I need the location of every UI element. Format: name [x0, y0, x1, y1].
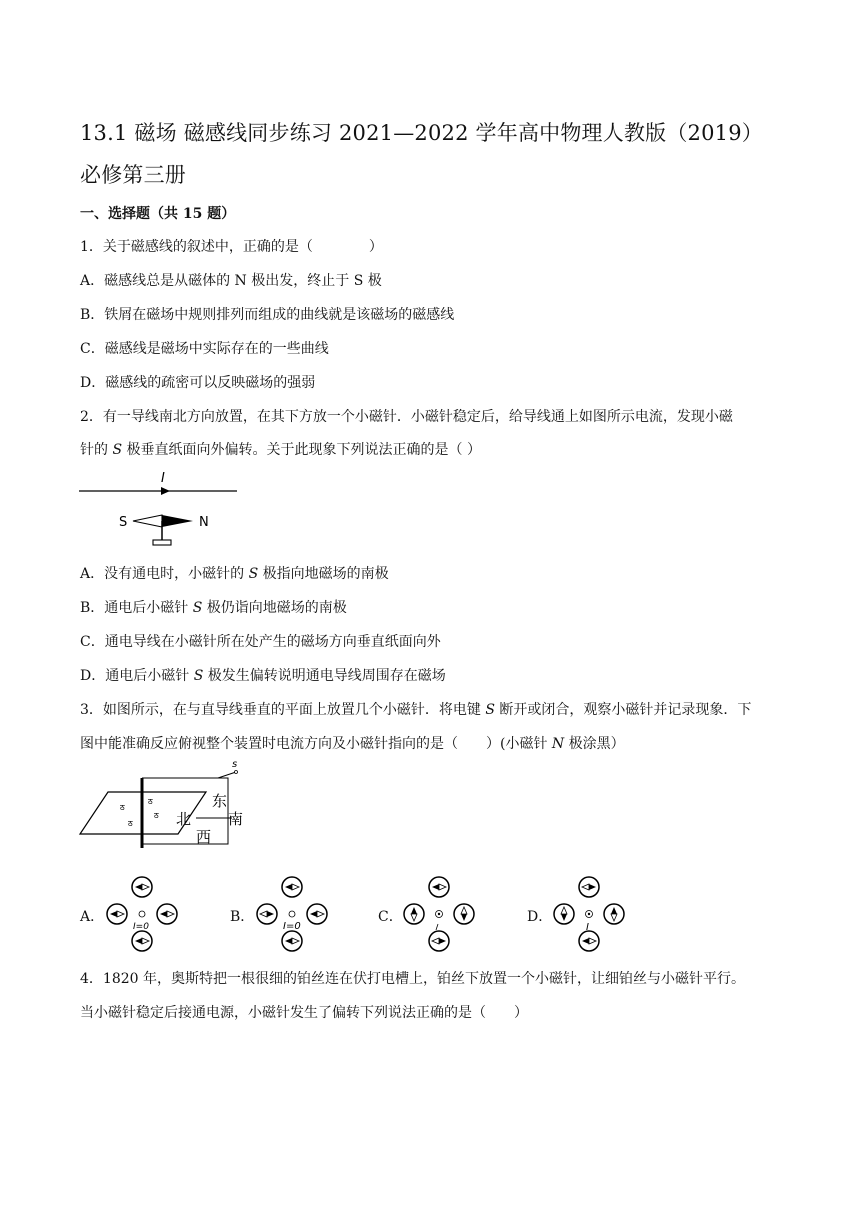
question-3-choice-b-label: B．: [230, 909, 255, 925]
compass-bottom-icon: [282, 931, 302, 951]
current-arrow-icon: [161, 487, 170, 495]
question-3-choice-b-figure: [256, 876, 336, 956]
north-label: 北: [176, 810, 192, 828]
question-3-stem-line1: 3．如图所示，在与直导线垂直的平面上放置几个小磁针．将电键 S 断开或闭合，观察小磁针并记录现象．下: [80, 702, 752, 718]
compass-left-icon: [107, 904, 127, 924]
compass-top-icon: [282, 877, 302, 897]
question-3-figure: [78, 759, 258, 850]
question-2-option-b: B．通电后小磁针 S 极仍诣向地磁场的南极: [80, 600, 347, 616]
compass-top-icon: [429, 877, 449, 897]
compass-bottom-icon: [429, 931, 449, 951]
question-3-choice-c-label: C．: [378, 909, 403, 925]
question-2-option-a: A．没有通电时，小磁针的 S 极指向地磁场的南极: [80, 566, 389, 582]
compass-right-icon: [604, 904, 624, 924]
compass-left-icon: [554, 904, 574, 924]
compass-right-icon: [157, 904, 177, 924]
question-3-choice-c-figure: [403, 876, 483, 956]
question-2-stem-line1: 2．有一导线南北方向放置，在其下方放一个小磁针．小磁针稳定后，给导线通上如图所示电流，发现小磁: [80, 409, 733, 425]
question-2-stem-line2: 针的 S 极垂直纸面向外偏转。关于此现象下列说法正确的是（ ）: [80, 442, 481, 458]
question-3-stem-line2: 图中能准确反应俯视整个装置时电流方向及小磁针指向的是（ ）(小磁针 N 极涂黑）: [80, 736, 625, 752]
n-pole-label: N: [199, 515, 209, 530]
question-4-stem-line1: 4．1820 年，奥斯特把一根很细的铂丝连在伏打电槽上，铂丝下放置一个小磁针，让细铂丝与小磁针平行。: [80, 971, 745, 987]
compass-left-icon: [257, 904, 277, 924]
switch-label: s: [232, 759, 238, 770]
svg-text:ठ: ठ: [120, 803, 125, 812]
s-pole-label: S: [119, 515, 128, 530]
question-1-option-b: B．铁屑在磁场中规则排列而组成的曲线就是该磁场的磁感线: [80, 307, 455, 323]
west-label: 西: [196, 828, 212, 846]
wire-out-icon: [436, 911, 443, 918]
switch-icon: [218, 772, 236, 778]
question-1-option-c: C．磁感线是磁场中实际存在的一些曲线: [80, 341, 329, 357]
east-label: 东: [212, 792, 228, 810]
compass-left-icon: [404, 904, 424, 924]
section-heading: 一、选择题（共 15 题）: [80, 206, 236, 222]
wire-center-icon: [289, 911, 295, 917]
question-2-option-c: C．通电导线在小磁针所在处产生的磁场方向垂直纸面向外: [80, 634, 441, 650]
compass-needle-icon: [133, 515, 193, 545]
current-label: I: [161, 471, 165, 486]
question-1-option-d: D．磁感线的疏密可以反映磁场的强弱: [80, 375, 316, 391]
question-1-option-a: A．磁感线总是从磁体的 N 极出发，终止于 S 极: [80, 273, 382, 289]
south-label: 南: [228, 810, 244, 828]
svg-text:ठ: ठ: [154, 811, 159, 820]
question-3-choice-d-label: D．: [527, 909, 553, 925]
compass-bottom-icon: [132, 931, 152, 951]
small-compass-icons: [120, 797, 159, 828]
svg-text:ठ: ठ: [148, 797, 153, 806]
wire-center-icon: [139, 911, 145, 917]
compass-top-icon: [132, 877, 152, 897]
compass-bottom-icon: [579, 931, 599, 951]
question-3-choice-a-label: A．: [80, 909, 105, 925]
compass-right-icon: [454, 904, 474, 924]
question-1-stem: 1．关于磁感线的叙述中，正确的是（ ）: [80, 239, 383, 255]
center-label: I=0: [283, 921, 301, 932]
compass-top-icon: [579, 877, 599, 897]
question-2-option-d: D．通电后小磁针 S 极发生偏转说明通电导线周围存在磁场: [80, 668, 446, 684]
question-4-stem-line2: 当小磁针稳定后接通电源，小磁针发生了偏转下列说法正确的是（ ）: [80, 1005, 528, 1021]
center-label: I: [586, 922, 589, 933]
question-3-choice-d-figure: [553, 876, 633, 956]
compass-right-icon: [307, 904, 327, 924]
document-title-line2: 必修第三册: [80, 163, 186, 187]
svg-text:ठ: ठ: [128, 819, 133, 828]
question-3-choice-a-figure: [106, 876, 186, 956]
question-2-figure: [75, 470, 245, 550]
center-label: I=0: [133, 922, 149, 932]
document-title-line1: 13.1 磁场 磁感线同步练习 2021—2022 学年高中物理人教版（2019）: [80, 121, 763, 145]
wire-out-icon: [586, 911, 593, 918]
